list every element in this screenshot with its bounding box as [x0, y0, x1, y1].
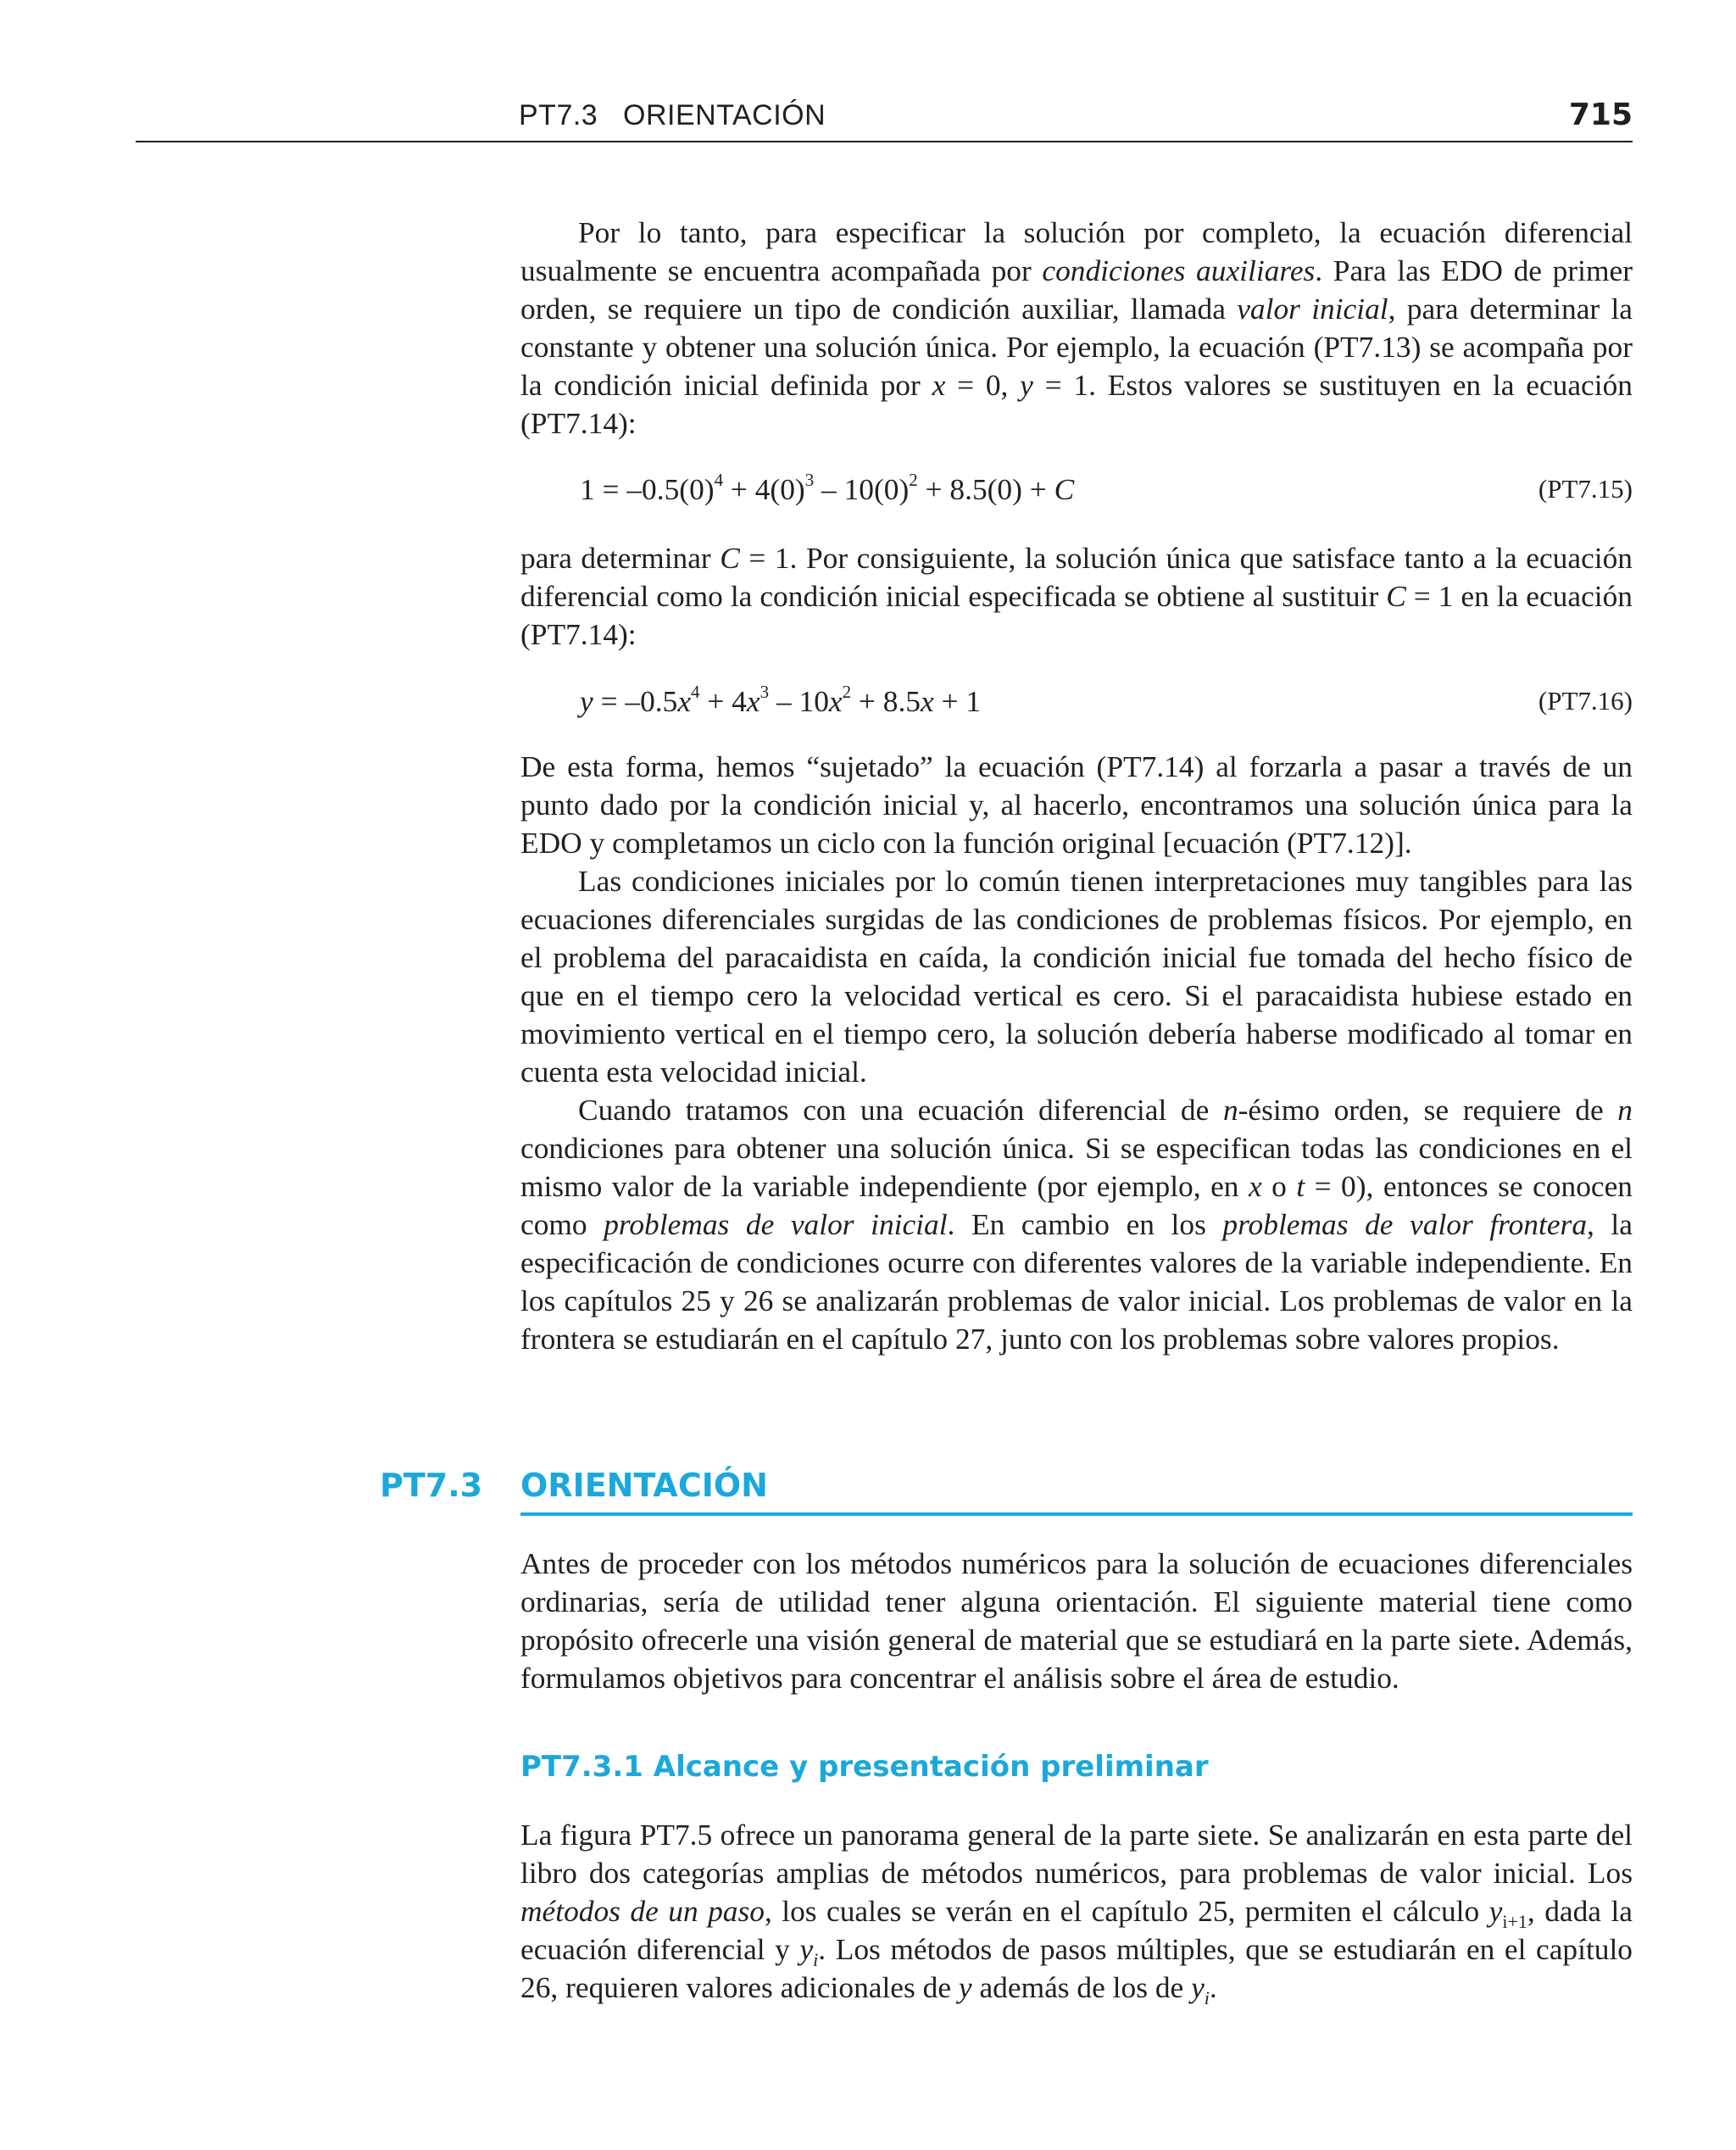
equation-label: (PT7.16) [1538, 686, 1633, 716]
text-block-1 [520, 214, 1633, 443]
paragraph-orientation-intro: Antes de proceder con los métodos numéricos para la solución de ecuaciones diferenciales ordinarias, sería de utilidad tener alguna orientación. El siguiente material tiene como propósito ofrecerle una visión general de material que se estudiará en la parte siete. Además, formulamos objetivos para concentrar el análisis sobre el área de estudio. [520, 1546, 1633, 1695]
equation-label: (PT7.15) [1538, 474, 1633, 504]
running-head-title: PT7.3 ORIENTACIÓN [519, 99, 826, 131]
paragraph-clamped: De esta forma, hemos “sujetado” la ecuación (PT7.14) al forzarla a pasar a través de un punto dado por la condición inicial y, al hacerlo, encontramos una solución única para la EDO y completamos un ciclo con la función original [ecuación (PT7.12)]. [520, 749, 1633, 860]
section-number: PT7.3 [380, 1467, 483, 1504]
paragraph-scope: La figura PT7.5 ofrece un panorama general de la parte siete. Se analizarán en esta parte del libro dos categorías amplias de métodos numéricos, para problemas de valor inicial. Los métodos de un paso, los cuales se verán en el capítulo 25, permiten el cálculo $y_{i+1}$, dada la ecuación diferencial y $y_i$. Los métodos de pasos múltiples, que se estudiarán en el capítulo 26, requieren valores adicionales de y además de los de $y_i$. [520, 1818, 1633, 2008]
paragraph-nth-order: Cuando tratamos con una ecuación diferencial de n-ésimo orden, se requiere de n condiciones para obtener una solución única. Si se especifican todas las condiciones en el mismo valor de la variable independiente (por ejemplo, en x o t = 0), entonces se conocen como problemas de valor inicial. En cambio en los problemas de valor frontera, la especificación de condiciones ocurre con diferentes valores de la variable independiente. En los capítulos 25 y 26 se analizarán problemas de valor inicial. Los problemas de valor en la frontera se estudiarán en el capítulo 27, junto con los problemas sobre valores propios. [520, 1093, 1633, 1356]
equation-body: $y = -0.5x^4 + 4x^3 - 10x^2 + 8.5x + 1$ [580, 682, 982, 718]
equation-pt7-15 [520, 468, 1633, 510]
section-title: ORIENTACIÓN [520, 1467, 768, 1504]
section-intro-block [520, 1545, 1633, 1697]
text-block-2 [520, 539, 1633, 654]
section-rule [520, 1512, 1633, 1516]
text-block-3 [520, 748, 1633, 1358]
paragraph-initial-conditions: Las condiciones iniciales por lo común tienen interpretaciones muy tangibles para las ecuaciones diferenciales surgidas de las condiciones de problemas físicos. Por ejemplo, en el problema del paracaidista en caída, la condición inicial fue tomada del hecho físico de que en el tiempo cero la velocidad vertical es cero. Si el paracaidista hubiese estado en movimiento vertical en el tiempo cero, la solución debería haberse modificado al tomar en cuenta esta velocidad inicial. [520, 864, 1633, 1089]
paragraph-auxiliary-conditions: Por lo tanto, para especificar la solución por completo, la ecuación diferencial usualmente se encuentra acompañada por condiciones auxiliares. Para las EDO de primer orden, se requiere un tipo de condición auxiliar, llamada valor inicial, para determinar la constante y obtener una solución única. Por ejemplo, la ecuación (PT7.13) se acompaña por la condición inicial definida por x = 0, y = 1. Estos valores se sustituyen en la ecuación (PT7.14): [520, 215, 1633, 440]
subsection-heading: PT7.3.1 Alcance y presentación preliminar [520, 1750, 1209, 1784]
paragraph-determine-c: para determinar C = 1. Por consiguiente, la solución única que satisface tanto a la ecuación diferencial como la condición inicial especificada se obtiene al sustituir C = 1 en la ecuación (PT7.14): [520, 541, 1633, 651]
section-heading [380, 1462, 1633, 1514]
equation-body: $1 = -0.5(0)^4 + 4(0)^3 - 10(0)^2 + 8.5(0) + C$ [580, 470, 1075, 506]
equation-pt7-16 [520, 680, 1633, 722]
subsection-block [520, 1816, 1633, 2007]
running-head [136, 95, 1633, 142]
page-number: 715 [1568, 97, 1633, 132]
